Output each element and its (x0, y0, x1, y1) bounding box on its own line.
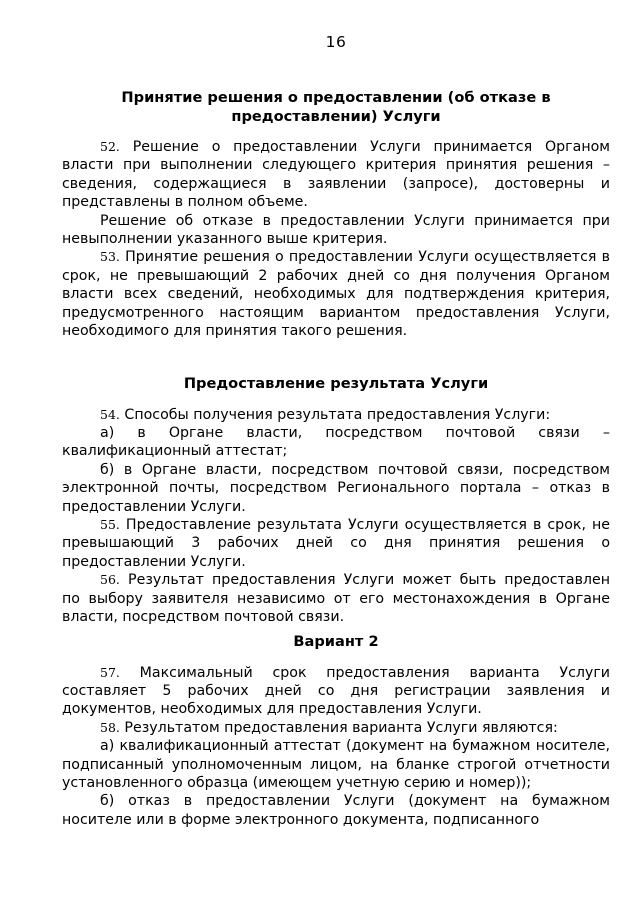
paragraph-52 (62, 138, 610, 212)
paragraph-58a (62, 737, 610, 792)
paragraph-53 (62, 248, 610, 340)
paragraph-text: а) квалификационный аттестат (документ на бумажном носителе, подписанный уполномоченным лицом, на бланке строгой отчетности установленного образца (имеющем учетную серию и номер)); (62, 738, 610, 791)
paragraph-text: Максимальный срок предоставления варианта Услуги составляет 5 рабочих дней со дня регистрации заявления и документов, необходимых для предоставления Услуги. (62, 664, 611, 718)
section-heading: Вариант 2 (293, 633, 379, 650)
paragraph-55 (62, 516, 610, 571)
paragraph-54 (62, 406, 610, 424)
paragraph-text: б) в Органе власти, посредством почтовой связи, посредством электронной почты, посредством Регионального портала – отказ в предоставлении Услуги. (62, 461, 610, 515)
section-result (62, 375, 610, 626)
section-decision (62, 89, 610, 340)
section-heading: Предоставление результата Услуги (183, 375, 489, 392)
paragraph-54b (62, 461, 610, 516)
page-number: 16 (325, 33, 347, 51)
paragraph-58 (62, 719, 610, 737)
clause-number: 58. (100, 719, 120, 735)
clause-number: 55. (100, 516, 120, 532)
clause-number: 56. (100, 572, 120, 588)
paragraph-text: а) в Органе власти, посредством почтовой связи – квалификационный аттестат; (62, 424, 610, 460)
paragraph-text: Предоставление результата Услуги осуществляется в срок, не превышающий 3 рабочих дней со дня принятия решения о предоставлении Услуги. (62, 516, 610, 570)
paragraph-text: Способы получения результата предоставления Услуги: (124, 406, 551, 423)
clause-number: 54. (100, 406, 120, 422)
paragraph-text: Решение об отказе в предоставлении Услуги принимается при невыполнении указанного выше критерия. (62, 212, 610, 248)
paragraph-text: Результат предоставления Услуги может быть предоставлен по выбору заявителя независимо от его местонахождения в Органе власти, посредством почтовой связи. (62, 572, 611, 625)
paragraph-refusal (62, 212, 610, 249)
clause-number: 52. (100, 139, 120, 154)
section-heading: Принятие решения о предоставлении (об отказе в предоставлении) Услуги (121, 89, 551, 125)
paragraph-57 (62, 664, 610, 719)
paragraph-54a (62, 424, 610, 461)
clause-number: 53. (100, 249, 120, 265)
paragraph-text: Результатом предоставления варианта Услуги являются: (124, 719, 558, 736)
paragraph-text: б) отказ в предоставлении Услуги (документ на бумажном носителе или в форме электронного документа, подписанного (62, 793, 610, 828)
paragraph-58b (62, 792, 610, 829)
section-variant-2 (62, 633, 610, 829)
paragraph-text: Решение о предоставлении Услуги принимается Органом власти при выполнении следующего критерия принятия решения – сведения, содержащиеся в заявлении (запросе), достоверны и представлены в полном объеме. (62, 139, 610, 211)
paragraph-text: Принятие решения о предоставлении Услуги осуществляется в срок, не превышающий 2 рабочих дней со дня получения Органом власти всех сведений, необходимых для подтверждения критерия, предусмотренного настоящим вариантом предоставления Услуги, необходимого для принятия такого решения. (62, 249, 610, 340)
clause-number: 57. (100, 664, 120, 680)
paragraph-56 (62, 571, 610, 626)
